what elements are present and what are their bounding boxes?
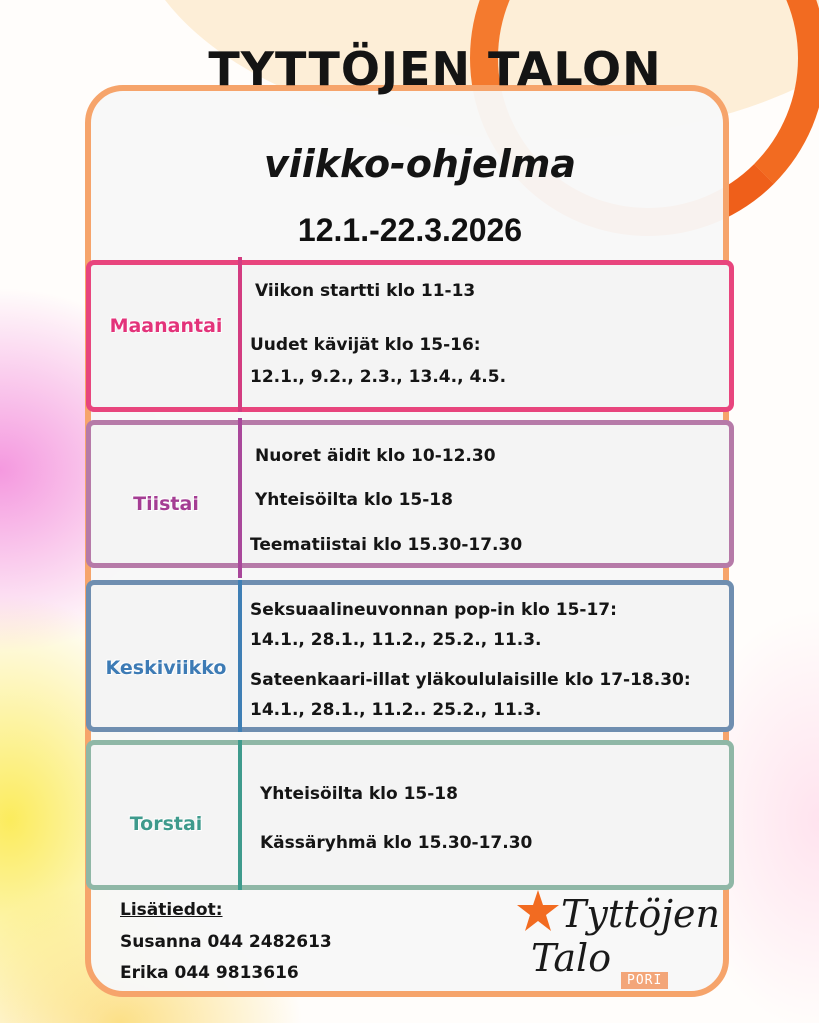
tyttojen-talo-logo — [515, 888, 720, 998]
contact-title: Lisätiedot: — [120, 900, 223, 920]
schedule-item: Sateenkaari-illat yläkoululaisille klo 17-18.30: — [250, 670, 691, 690]
day-label-maanantai: Maanantai — [109, 315, 223, 337]
schedule-item: 14.1., 28.1., 11.2., 25.2., 11.3. — [250, 630, 542, 650]
day-label-tiistai: Tiistai — [133, 493, 199, 515]
logo-text: Tyttöjen — [561, 892, 720, 936]
day-label-keskiviikko: Keskiviikko — [105, 657, 227, 679]
poster-subtitle: viikko-ohjelma — [263, 142, 577, 186]
schedule-item: Seksuaalineuvonnan pop-in klo 15-17: — [250, 600, 617, 620]
schedule-item: Uudet kävijät klo 15-16: — [250, 335, 481, 355]
schedule-item: Yhteisöilta klo 15-18 — [255, 490, 453, 510]
schedule-item: 12.1., 9.2., 2.3., 13.4., 4.5. — [250, 367, 507, 387]
day-box-torstai — [86, 740, 734, 890]
logo-badge: PORI — [621, 972, 668, 989]
divider-line — [238, 257, 242, 412]
logo-text: Talo — [531, 936, 612, 980]
schedule-item: Teematiistai klo 15.30-17.30 — [250, 535, 523, 555]
star-icon — [515, 888, 561, 934]
schedule-item: Yhteisöilta klo 15-18 — [260, 784, 458, 804]
poster-title: TYTTÖJEN TALON — [208, 42, 662, 96]
divider-line — [238, 418, 242, 578]
schedule-item: Viikon startti klo 11-13 — [255, 281, 476, 301]
divider-line — [238, 740, 242, 890]
contact-person: Susanna 044 2482613 — [120, 932, 332, 952]
contact-person: Erika 044 9813616 — [120, 963, 299, 983]
schedule-item: 14.1., 28.1., 11.2.. 25.2., 11.3. — [250, 700, 542, 720]
divider-line — [238, 580, 242, 732]
schedule-item: Kässäryhmä klo 15.30-17.30 — [260, 833, 533, 853]
schedule-item: Nuoret äidit klo 10-12.30 — [255, 446, 496, 466]
day-label-torstai: Torstai — [129, 813, 203, 835]
date-range: 12.1.-22.3.2026 — [297, 212, 523, 248]
